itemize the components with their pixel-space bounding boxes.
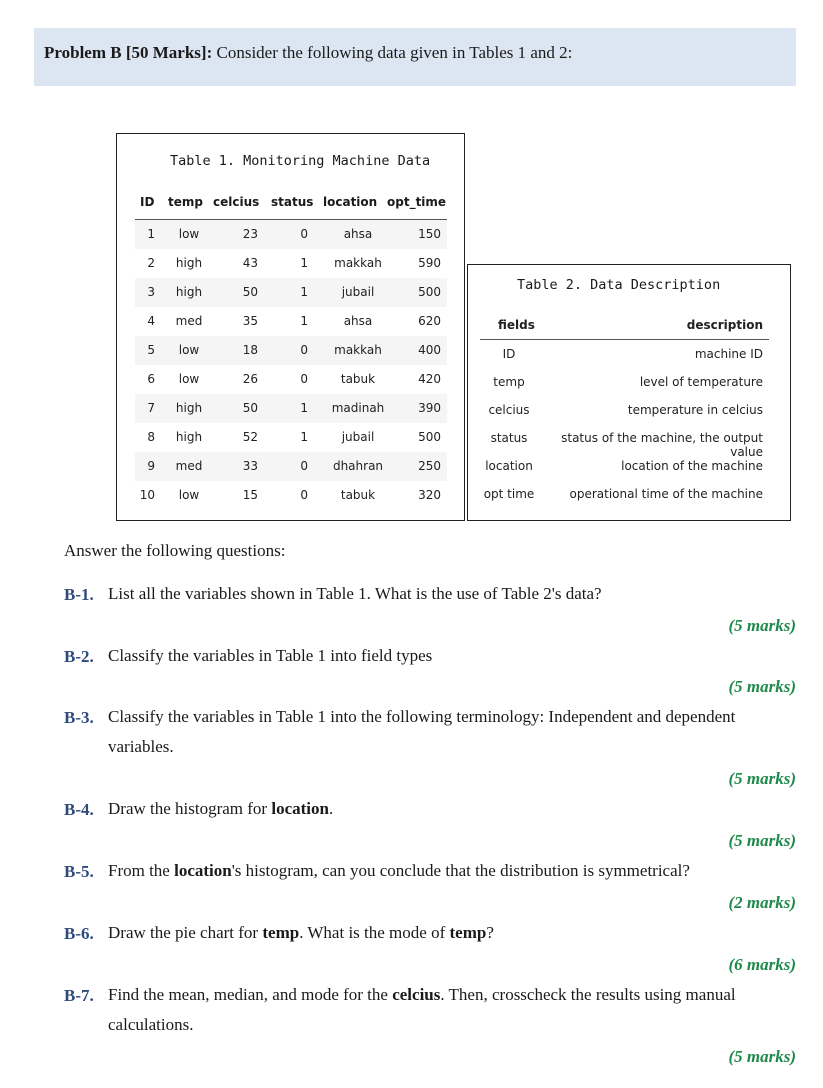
- table2-field-cell: celcius: [488, 403, 530, 417]
- table1-cell: 420: [418, 372, 441, 386]
- table1-cell: high: [175, 285, 203, 299]
- problem-instruction: Consider the following data given in Tables 1 and 2:: [212, 43, 573, 62]
- question-text: Find the mean, median, and mode for the celcius. Then, crosscheck the results using manual calculations.: [108, 985, 736, 1034]
- table1-cell: 8: [147, 430, 155, 444]
- table2-description-cell: machine ID: [694, 347, 763, 361]
- question-text: List all the variables shown in Table 1. What is the use of Table 2's data?: [108, 584, 602, 603]
- table2-header-cell: fields: [498, 318, 535, 332]
- table2-description-cell: location of the machine: [621, 459, 763, 473]
- table1-cell: 6: [147, 372, 155, 386]
- marks-badge: (5 marks): [728, 769, 796, 788]
- table1-cell: ahsa: [343, 314, 373, 328]
- table1-cell: 590: [418, 256, 441, 270]
- table1-cell: 2: [147, 256, 155, 270]
- table1-cell: 23: [242, 227, 258, 241]
- questions-intro: Answer the following questions:: [64, 541, 286, 560]
- table1-cell: 52: [242, 430, 258, 444]
- question-label: B-6.: [64, 924, 94, 943]
- table1-cell: dhahran: [332, 459, 384, 473]
- table2-description-cell: status of the machine, the output value: [561, 431, 763, 459]
- marks-badge: (6 marks): [728, 955, 796, 974]
- table1-cell: tabuk: [340, 488, 376, 502]
- marks-badge: (5 marks): [728, 1047, 796, 1066]
- marks-badge: (2 marks): [728, 893, 796, 912]
- table1-cell: high: [175, 401, 203, 415]
- question-text: From the location's histogram, can you conclude that the distribution is symmetrical?: [108, 861, 690, 880]
- marks-badge: (5 marks): [728, 831, 796, 850]
- table1-cell: makkah: [334, 256, 382, 270]
- table1-cell: 390: [418, 401, 441, 415]
- marks-badge: (5 marks): [728, 677, 796, 696]
- table1-cell: 5: [147, 343, 155, 357]
- table1-header-cell: status: [271, 195, 314, 209]
- table1-cell: low: [178, 488, 200, 502]
- table1-cell: 1: [147, 227, 155, 241]
- table1-header-cell: ID: [140, 195, 155, 209]
- table1-cell: jubail: [341, 285, 375, 299]
- table1-cell: 150: [418, 227, 441, 241]
- table1-cell: 1: [300, 285, 308, 299]
- table1-cell: 320: [418, 488, 441, 502]
- table1-cell: 9: [147, 459, 155, 473]
- question-label: B-1.: [64, 585, 94, 604]
- table1-cell: high: [175, 430, 203, 444]
- table1-cell: 26: [242, 372, 258, 386]
- table2-description-cell: level of temperature: [639, 375, 763, 389]
- table1-cell: 35: [242, 314, 258, 328]
- question-label: B-5.: [64, 862, 94, 881]
- table1-cell: 10: [139, 488, 155, 502]
- table1-cell: 33: [242, 459, 258, 473]
- table1-cell: 50: [242, 285, 258, 299]
- table1-cell: low: [178, 372, 200, 386]
- question-text: Draw the pie chart for temp. What is the mode of temp?: [108, 923, 494, 942]
- question-text: Draw the histogram for location.: [108, 799, 334, 818]
- table1-cell: 1: [300, 256, 308, 270]
- table1-cell: 3: [147, 285, 155, 299]
- table1-cell: 620: [418, 314, 441, 328]
- table1-cell: 0: [300, 488, 308, 502]
- question-text: Classify the variables in Table 1 into field types: [108, 646, 433, 665]
- table2-frame: [467, 264, 791, 521]
- table1-cell: 50: [242, 401, 258, 415]
- table1-cell: low: [178, 343, 200, 357]
- table1-cell: 0: [300, 227, 308, 241]
- table1-cell: 500: [418, 430, 441, 444]
- table1-cell: med: [175, 459, 203, 473]
- problem-title: Problem B [50 Marks]:: [44, 43, 213, 62]
- table1-header-cell: temp: [168, 195, 203, 209]
- table1-cell: makkah: [334, 343, 382, 357]
- table1-cell: low: [178, 227, 200, 241]
- table1-cell: 1: [300, 430, 308, 444]
- table1-cell: jubail: [341, 430, 375, 444]
- table2-field-cell: status: [490, 431, 528, 445]
- table1-cell: 1: [300, 401, 308, 415]
- table1-cell: high: [175, 256, 203, 270]
- table1-title: Table 1. Monitoring Machine Data: [170, 153, 431, 169]
- table1-cell: madinah: [331, 401, 385, 415]
- table1-cell: 1: [300, 314, 308, 328]
- table1-header-rule: [135, 219, 447, 220]
- table2-field-cell: location: [485, 459, 533, 473]
- table1-cell: med: [175, 314, 203, 328]
- question-text: Classify the variables in Table 1 into the following terminology: Independent and dependent variables.: [108, 707, 736, 756]
- table1-cell: 500: [418, 285, 441, 299]
- table1-cell: 15: [242, 488, 258, 502]
- marks-badge: (5 marks): [728, 616, 796, 635]
- table1-cell: 0: [300, 372, 308, 386]
- table2-header-cell: description: [686, 318, 763, 332]
- table1-cell: tabuk: [340, 372, 376, 386]
- table1-cell: 7: [147, 401, 155, 415]
- question-label: B-7.: [64, 986, 94, 1005]
- table1-cell: 4: [147, 314, 155, 328]
- question-label: B-4.: [64, 800, 94, 819]
- table1-cell: 0: [300, 343, 308, 357]
- table1-header-cell: location: [323, 195, 378, 209]
- question-label: B-3.: [64, 708, 94, 727]
- problem-header: [34, 28, 796, 86]
- table2-header-rule: [480, 339, 769, 340]
- table1-cell: 0: [300, 459, 308, 473]
- table1-cell: 400: [418, 343, 441, 357]
- table1-cell: 43: [242, 256, 258, 270]
- table2-field-cell: ID: [502, 347, 516, 361]
- table1-header-cell: opt_time: [387, 195, 447, 209]
- table1-cell: ahsa: [343, 227, 373, 241]
- table2-description-cell: operational time of the machine: [569, 487, 763, 501]
- table2-description-cell: temperature in celcius: [627, 403, 763, 417]
- table1-cell: 18: [242, 343, 258, 357]
- table2-field-cell: opt time: [483, 487, 535, 501]
- table2-field-cell: temp: [493, 375, 525, 389]
- table2-title: Table 2. Data Description: [517, 277, 721, 293]
- question-label: B-2.: [64, 647, 94, 666]
- table1-cell: 250: [418, 459, 441, 473]
- table1-header-cell: celcius: [213, 195, 260, 209]
